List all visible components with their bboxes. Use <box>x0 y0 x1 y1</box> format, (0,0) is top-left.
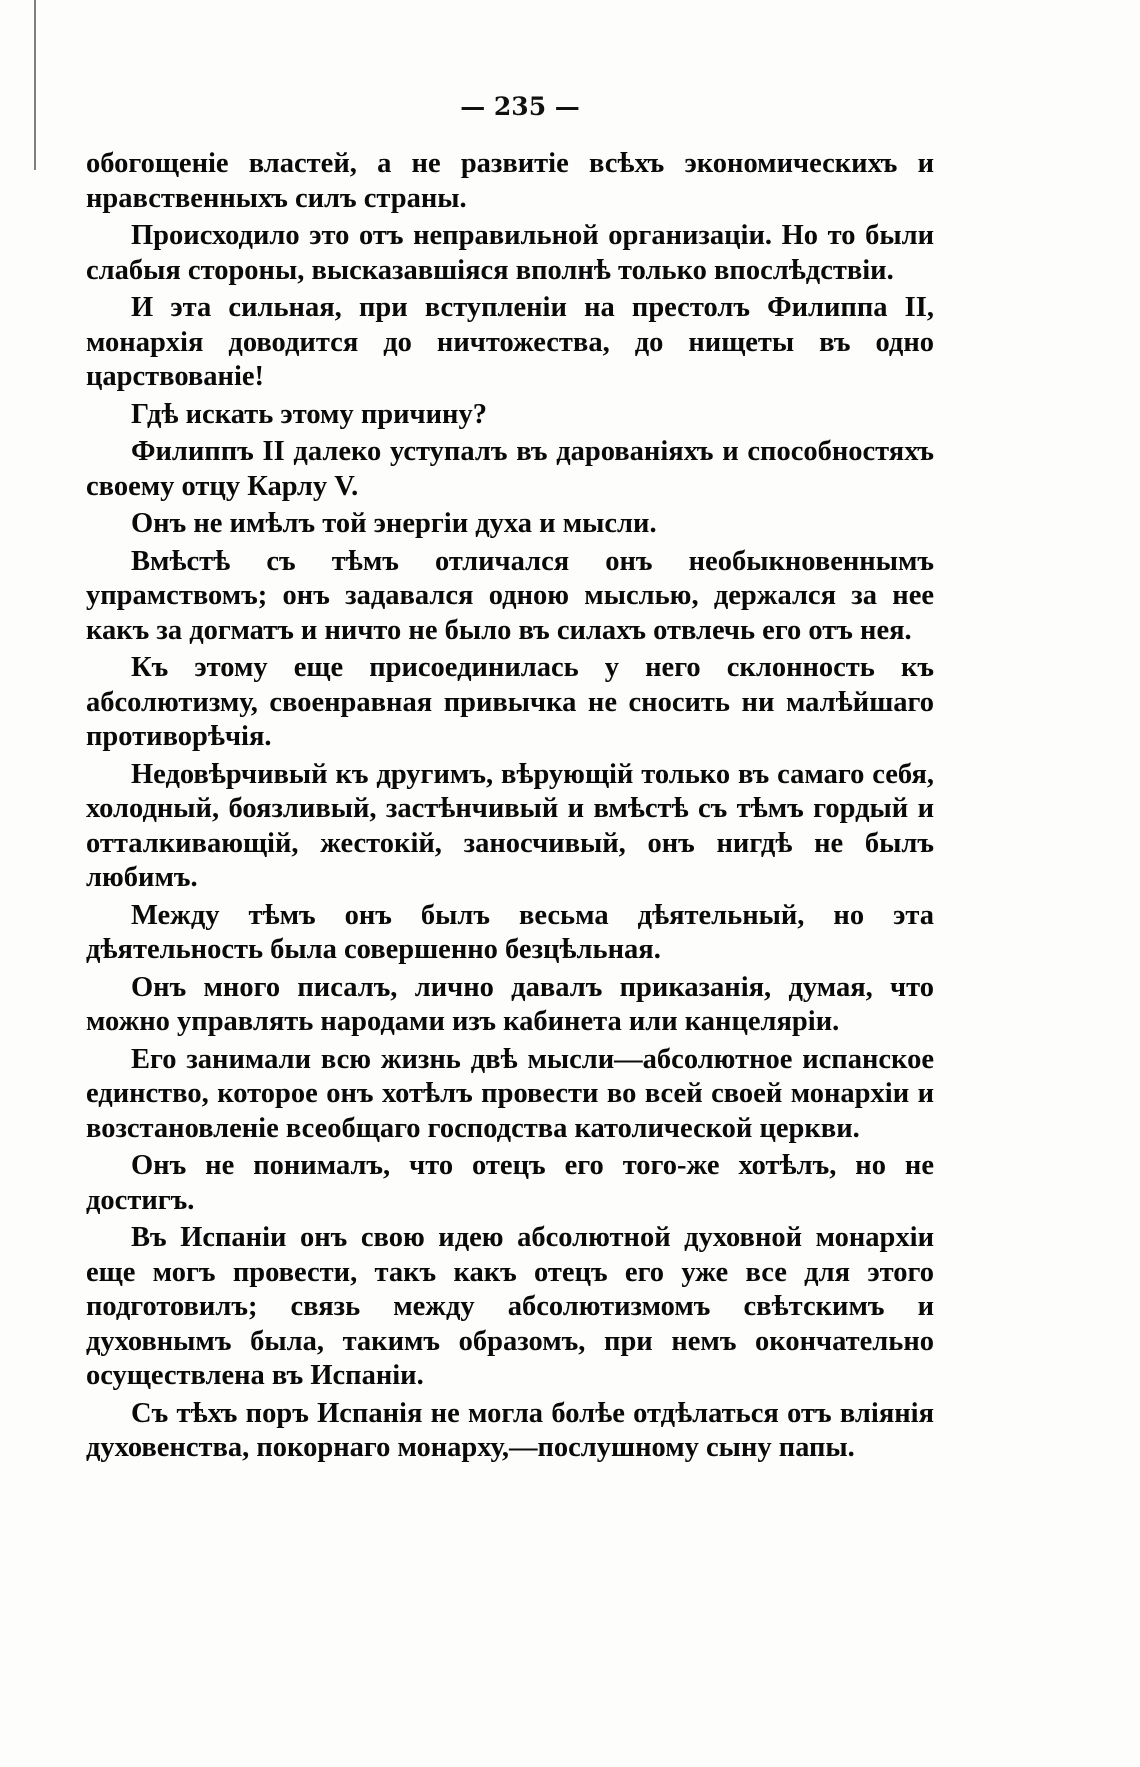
paragraph: Между тѣмъ онъ былъ весьма дѣятельный, но эта дѣятельность была совершенно безцѣльная. <box>86 899 934 965</box>
paragraph: Недовѣрчивый къ другимъ, вѣрующій только въ самаго себя, холодный, боязливый, застѣнчивый и вмѣстѣ съ тѣмъ гордый и отталкивающій, жестокій, заносчивый, онъ нигдѣ не былъ любимъ. <box>86 758 934 893</box>
page-edge-line <box>34 0 36 170</box>
paragraph: Къ этому еще присоединилась у него склонность къ абсолютизму, своенравная привычка не сносить ни малѣйшаго противорѣчія. <box>86 652 934 752</box>
paragraph: Происходило это отъ неправильной организаціи. Но то были слабыя стороны, высказавшіяся вполнѣ только впослѣдствіи. <box>86 220 934 286</box>
paragraph: Онъ не имѣлъ той энергіи духа и мысли. <box>131 508 657 539</box>
paragraph: Вмѣстѣ съ тѣмъ отличался онъ необыкновеннымъ упрамствомъ; онъ задавался одною мыслью, держался за нее какъ за догматъ и ничто не было въ силахъ отвлечь его отъ нея. <box>86 545 934 646</box>
paragraph: обогощеніе властей, а не развитіе всѣхъ экономическихъ и нравственныхъ силъ страны. <box>86 148 934 214</box>
paragraph: И эта сильная, при вступленіи на престолъ Филиппа II, монархія доводится до ничтожества, до нищеты въ одно царствованіе! <box>86 292 934 392</box>
page-text <box>86 147 934 1469</box>
paragraph: Филиппъ II далеко уступалъ въ дарованіяхъ и способностяхъ своему отцу Карлу V. <box>86 436 934 502</box>
paragraph: Съ тѣхъ поръ Испанія не могла болѣе отдѣлаться отъ вліянія духовенства, покорнаго монарху,—послушному сыну папы. <box>86 1397 934 1463</box>
paragraph: Онъ много писалъ, лично давалъ приказанія, думая, что можно управлять народами изъ кабинета или канцеляріи. <box>86 971 934 1037</box>
paragraph: Въ Испаніи онъ свою идею абсолютной духовной монархіи еще могъ провести, такъ какъ отецъ его уже все для этого подготовилъ; связь между абсолютизмомъ свѣтскимъ и духовнымъ была, такимъ образомъ, при немъ окончательно осуществлена въ Испаніи. <box>86 1222 934 1391</box>
paragraph: Онъ не понималъ, что отецъ его того-же хотѣлъ, но не достигъ. <box>86 1150 934 1216</box>
paragraph: Его занимали всю жизнь двѣ мысли—абсолютное испанское единство, которое онъ хотѣлъ провести во всей своей монархіи и возстановленіе всеобщаго господства католической церкви. <box>86 1043 934 1144</box>
paragraph: Гдѣ искать этому причину? <box>131 398 487 430</box>
page-number: — 235 — <box>460 92 580 121</box>
